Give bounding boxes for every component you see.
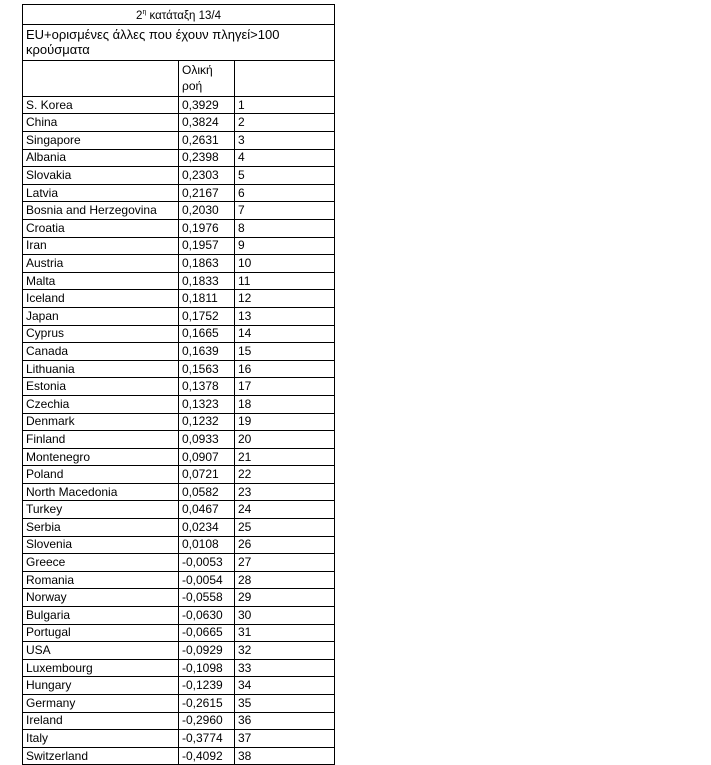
rank-cell: 24	[235, 501, 335, 519]
table-subtitle: EU+ορισμένες άλλες που έχουν πληγεί>100 κρούσματα	[23, 24, 335, 60]
title-row	[23, 5, 335, 25]
value-cell: 0,0234	[179, 519, 235, 537]
value-cell: 0,3824	[179, 114, 235, 132]
table-row	[23, 554, 335, 572]
table-row	[23, 219, 335, 237]
value-cell: -0,0665	[179, 624, 235, 642]
country-cell: Italy	[23, 730, 179, 748]
country-cell: Iran	[23, 237, 179, 255]
country-cell: Montenegro	[23, 448, 179, 466]
table-row	[23, 272, 335, 290]
rank-cell: 25	[235, 519, 335, 537]
rank-cell: 30	[235, 607, 335, 625]
country-cell: S. Korea	[23, 96, 179, 114]
country-cell: Lithuania	[23, 360, 179, 378]
country-cell: Ireland	[23, 712, 179, 730]
table-row	[23, 659, 335, 677]
country-cell: Austria	[23, 255, 179, 273]
rank-cell: 17	[235, 378, 335, 396]
table-row	[23, 589, 335, 607]
value-cell: 0,1811	[179, 290, 235, 308]
country-cell: Slovenia	[23, 536, 179, 554]
value-cell: 0,1976	[179, 219, 235, 237]
country-cell: Hungary	[23, 677, 179, 695]
rank-cell: 3	[235, 132, 335, 150]
rank-cell: 22	[235, 466, 335, 484]
country-cell: Japan	[23, 307, 179, 325]
table-row	[23, 307, 335, 325]
value-cell: 0,1863	[179, 255, 235, 273]
country-cell: Malta	[23, 272, 179, 290]
table-row	[23, 431, 335, 449]
table-row	[23, 607, 335, 625]
rank-cell: 9	[235, 237, 335, 255]
table-row	[23, 149, 335, 167]
title-prefix: 2	[136, 9, 143, 22]
country-cell: Canada	[23, 343, 179, 361]
table-row	[23, 290, 335, 308]
table-row	[23, 483, 335, 501]
country-cell: Luxembourg	[23, 659, 179, 677]
country-cell: Greece	[23, 554, 179, 572]
rank-cell: 31	[235, 624, 335, 642]
rank-cell: 28	[235, 571, 335, 589]
rank-cell: 33	[235, 659, 335, 677]
value-cell: 0,0721	[179, 466, 235, 484]
country-cell: Czechia	[23, 395, 179, 413]
table-row	[23, 184, 335, 202]
value-cell: -0,1239	[179, 677, 235, 695]
rank-cell: 29	[235, 589, 335, 607]
country-cell: Poland	[23, 466, 179, 484]
country-cell: Slovakia	[23, 167, 179, 185]
country-cell: Finland	[23, 431, 179, 449]
rank-cell: 26	[235, 536, 335, 554]
country-cell: Germany	[23, 695, 179, 713]
rank-cell: 13	[235, 307, 335, 325]
country-cell: Romania	[23, 571, 179, 589]
rank-cell: 16	[235, 360, 335, 378]
header-row	[23, 60, 335, 96]
table-row	[23, 395, 335, 413]
rank-cell: 32	[235, 642, 335, 660]
value-cell: 0,2398	[179, 149, 235, 167]
table-row	[23, 96, 335, 114]
value-cell: 0,2167	[179, 184, 235, 202]
table-row	[23, 360, 335, 378]
rank-cell: 14	[235, 325, 335, 343]
value-cell: -0,1098	[179, 659, 235, 677]
value-cell: -0,2960	[179, 712, 235, 730]
table-row	[23, 466, 335, 484]
country-cell: North Macedonia	[23, 483, 179, 501]
value-cell: -0,0053	[179, 554, 235, 572]
rank-cell: 8	[235, 219, 335, 237]
value-cell: 0,2631	[179, 132, 235, 150]
rank-cell: 2	[235, 114, 335, 132]
header-total-flow: Ολική ροή	[179, 60, 235, 96]
country-cell: Albania	[23, 149, 179, 167]
country-cell: China	[23, 114, 179, 132]
table-row	[23, 167, 335, 185]
rank-cell: 1	[235, 96, 335, 114]
table-row	[23, 677, 335, 695]
country-cell: Estonia	[23, 378, 179, 396]
rank-cell: 27	[235, 554, 335, 572]
rank-cell: 5	[235, 167, 335, 185]
title-superscript: η	[142, 9, 147, 16]
rank-cell: 36	[235, 712, 335, 730]
table-row	[23, 730, 335, 748]
rank-cell: 20	[235, 431, 335, 449]
value-cell: 0,3929	[179, 96, 235, 114]
country-cell: Portugal	[23, 624, 179, 642]
table-row	[23, 448, 335, 466]
table-row	[23, 712, 335, 730]
value-cell: 0,0467	[179, 501, 235, 519]
rank-cell: 35	[235, 695, 335, 713]
value-cell: 0,1323	[179, 395, 235, 413]
country-cell: Denmark	[23, 413, 179, 431]
value-cell: -0,0054	[179, 571, 235, 589]
country-cell: USA	[23, 642, 179, 660]
table-row	[23, 747, 335, 765]
subtitle-row	[23, 24, 335, 60]
table-row	[23, 695, 335, 713]
table-row	[23, 132, 335, 150]
rank-cell: 34	[235, 677, 335, 695]
value-cell: 0,1232	[179, 413, 235, 431]
rank-cell: 19	[235, 413, 335, 431]
country-cell: Serbia	[23, 519, 179, 537]
title-rest: κατάταξη 13/4	[146, 9, 221, 22]
table-row	[23, 202, 335, 220]
value-cell: 0,1752	[179, 307, 235, 325]
table-title	[23, 5, 335, 25]
table-row	[23, 519, 335, 537]
value-cell: 0,1563	[179, 360, 235, 378]
rank-cell: 10	[235, 255, 335, 273]
table-row	[23, 624, 335, 642]
value-cell: 0,0933	[179, 431, 235, 449]
value-cell: -0,4092	[179, 747, 235, 765]
country-cell: Singapore	[23, 132, 179, 150]
country-cell: Iceland	[23, 290, 179, 308]
value-cell: 0,2030	[179, 202, 235, 220]
country-cell: Croatia	[23, 219, 179, 237]
country-cell: Norway	[23, 589, 179, 607]
header-country	[23, 60, 179, 96]
rank-cell: 6	[235, 184, 335, 202]
rank-cell: 37	[235, 730, 335, 748]
value-cell: 0,1639	[179, 343, 235, 361]
value-cell: -0,2615	[179, 695, 235, 713]
rank-cell: 15	[235, 343, 335, 361]
rank-cell: 21	[235, 448, 335, 466]
table-row	[23, 237, 335, 255]
value-cell: 0,2303	[179, 167, 235, 185]
rank-cell: 38	[235, 747, 335, 765]
value-cell: -0,0558	[179, 589, 235, 607]
ranking-table	[22, 4, 335, 765]
country-cell: Turkey	[23, 501, 179, 519]
rank-cell: 12	[235, 290, 335, 308]
table-row	[23, 325, 335, 343]
value-cell: 0,0582	[179, 483, 235, 501]
table-row	[23, 642, 335, 660]
rank-cell: 18	[235, 395, 335, 413]
table-row	[23, 114, 335, 132]
value-cell: 0,1957	[179, 237, 235, 255]
value-cell: 0,1665	[179, 325, 235, 343]
value-cell: -0,3774	[179, 730, 235, 748]
value-cell: 0,1378	[179, 378, 235, 396]
country-cell: Cyprus	[23, 325, 179, 343]
header-rank	[235, 60, 335, 96]
rank-cell: 23	[235, 483, 335, 501]
rank-cell: 4	[235, 149, 335, 167]
country-cell: Latvia	[23, 184, 179, 202]
value-cell: -0,0630	[179, 607, 235, 625]
country-cell: Switzerland	[23, 747, 179, 765]
table-row	[23, 343, 335, 361]
value-cell: 0,0108	[179, 536, 235, 554]
country-cell: Bosnia and Herzegovina	[23, 202, 179, 220]
table-row	[23, 413, 335, 431]
table-row	[23, 255, 335, 273]
table-row	[23, 536, 335, 554]
value-cell: -0,0929	[179, 642, 235, 660]
table-row	[23, 501, 335, 519]
rank-cell: 7	[235, 202, 335, 220]
value-cell: 0,0907	[179, 448, 235, 466]
value-cell: 0,1833	[179, 272, 235, 290]
table-row	[23, 378, 335, 396]
table-row	[23, 571, 335, 589]
country-cell: Bulgaria	[23, 607, 179, 625]
rank-cell: 11	[235, 272, 335, 290]
